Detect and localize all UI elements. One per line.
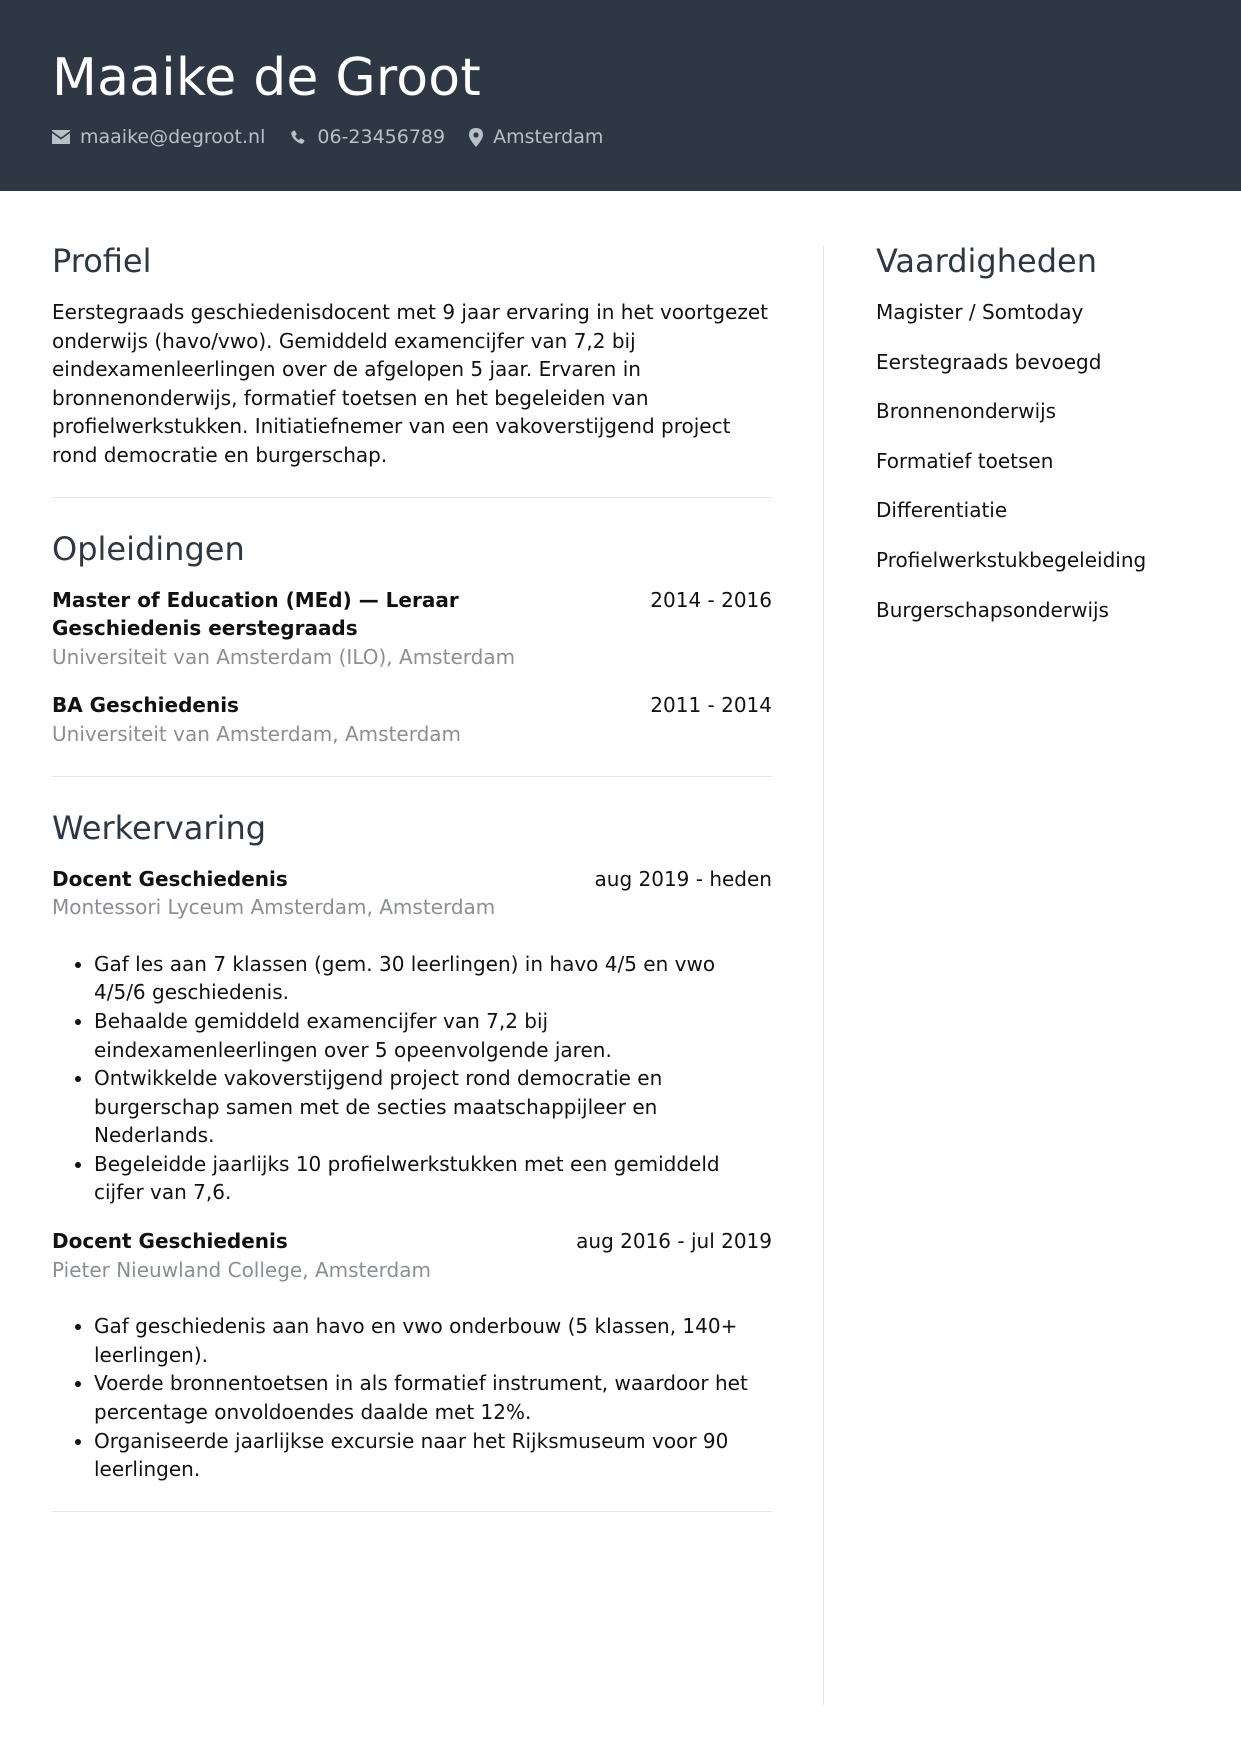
job-date: aug 2019 - heden xyxy=(594,866,772,891)
candidate-name: Maaike de Groot xyxy=(52,48,481,108)
skill-item: Formatief toetsen xyxy=(876,448,1054,473)
section-divider xyxy=(52,776,772,777)
skills-heading: Vaardigheden xyxy=(876,242,1097,280)
job-title: Docent Geschiedenis xyxy=(52,866,288,891)
location-text: Amsterdam xyxy=(493,126,604,148)
skill-item: Burgerschapsonderwijs xyxy=(876,597,1109,622)
job-bullets xyxy=(94,1312,772,1484)
main-column xyxy=(52,240,772,1542)
job-date: aug 2016 - jul 2019 xyxy=(576,1229,772,1254)
list-item: • Gaf les aan 7 klassen (gem. 30 leerlingen) in havo 4/5 en vwo 4/5/6 geschiedenis. xyxy=(94,950,772,1007)
skills-list xyxy=(876,298,1206,624)
job-bullets xyxy=(94,950,772,1207)
list-item: • Behaalde gemiddeld examencijfer van 7,2 bij eindexamenleerlingen over 5 opeenvolgende jaren. xyxy=(94,1007,772,1064)
work-entry xyxy=(52,865,772,1208)
education-entry xyxy=(52,691,772,748)
profile-text: Eerstegraads geschiedenisdocent met 9 jaar ervaring in het voortgezet onderwijs (havo/vwo). Gemiddeld examencijfer van 7,2 bij eindexamenleerlingen over de afgelopen 5 jaar. Ervaren in bronnenonderwijs, formatief toetsen en het begeleiden van profielwerkstukken. Initiatiefnemer van een vakoverstijgend project rond democratie en burgerschap. xyxy=(52,300,768,467)
map-pin-icon xyxy=(469,128,483,147)
education-title: BA Geschiedenis xyxy=(52,693,239,718)
skill-item: Eerstegraads bevoegd xyxy=(876,349,1102,374)
contact-location xyxy=(469,126,603,148)
phone-text: 06-23456789 xyxy=(317,126,446,148)
section-divider xyxy=(52,1511,772,1512)
education-heading: Opleidingen xyxy=(52,529,245,568)
work-entry xyxy=(52,1227,772,1484)
contact-phone xyxy=(289,126,445,148)
section-divider xyxy=(52,497,772,498)
contact-email xyxy=(52,126,265,148)
list-item: • Begeleidde jaarlijks 10 profielwerkstukken met een gemiddeld cijfer van 7,6. xyxy=(94,1150,772,1207)
sidebar-column xyxy=(876,240,1206,645)
skill-item: Differentiatie xyxy=(876,498,1008,523)
list-item: • Organiseerde jaarlijkse excursie naar het Rijksmuseum voor 90 leerlingen. xyxy=(94,1427,772,1484)
resume-header xyxy=(0,0,1241,191)
education-date: 2011 - 2014 xyxy=(650,693,772,718)
email-text: maaike@degroot.nl xyxy=(80,126,266,148)
education-entry xyxy=(52,586,772,672)
skill-item: Profielwerkstukbegeleiding xyxy=(876,547,1147,572)
profile-section xyxy=(52,240,772,470)
education-institution: Universiteit van Amsterdam (ILO), Amsterdam xyxy=(52,644,516,669)
profile-heading: Profiel xyxy=(52,242,152,280)
job-title: Docent Geschiedenis xyxy=(52,1229,288,1254)
work-heading: Werkervaring xyxy=(52,808,267,847)
list-item: • Voerde bronnentoetsen in als formatief instrument, waardoor het percentage onvoldoendes daalde met 12%. xyxy=(94,1369,772,1426)
work-section xyxy=(52,807,772,1484)
phone-icon xyxy=(289,128,307,146)
job-employer: Pieter Nieuwland College, Amsterdam xyxy=(52,1257,431,1282)
envelope-icon xyxy=(52,130,70,144)
column-divider xyxy=(823,245,824,1705)
contact-row xyxy=(52,126,1241,148)
skill-item: Magister / Somtoday xyxy=(876,300,1084,324)
education-title: Master of Education (MEd) — Leraar Geschiedenis eerstegraads xyxy=(52,587,459,641)
education-section xyxy=(52,528,772,749)
list-item: • Gaf geschiedenis aan havo en vwo onderbouw (5 klassen, 140+ leerlingen). xyxy=(94,1312,772,1369)
list-item: • Ontwikkelde vakoverstijgend project rond democratie en burgerschap samen met de secties maatschappijleer en Nederlands. xyxy=(94,1064,772,1150)
job-employer: Montessori Lyceum Amsterdam, Amsterdam xyxy=(52,895,496,920)
education-date: 2014 - 2016 xyxy=(650,587,772,612)
skill-item: Bronnenonderwijs xyxy=(876,399,1057,424)
education-institution: Universiteit van Amsterdam, Amsterdam xyxy=(52,721,462,746)
